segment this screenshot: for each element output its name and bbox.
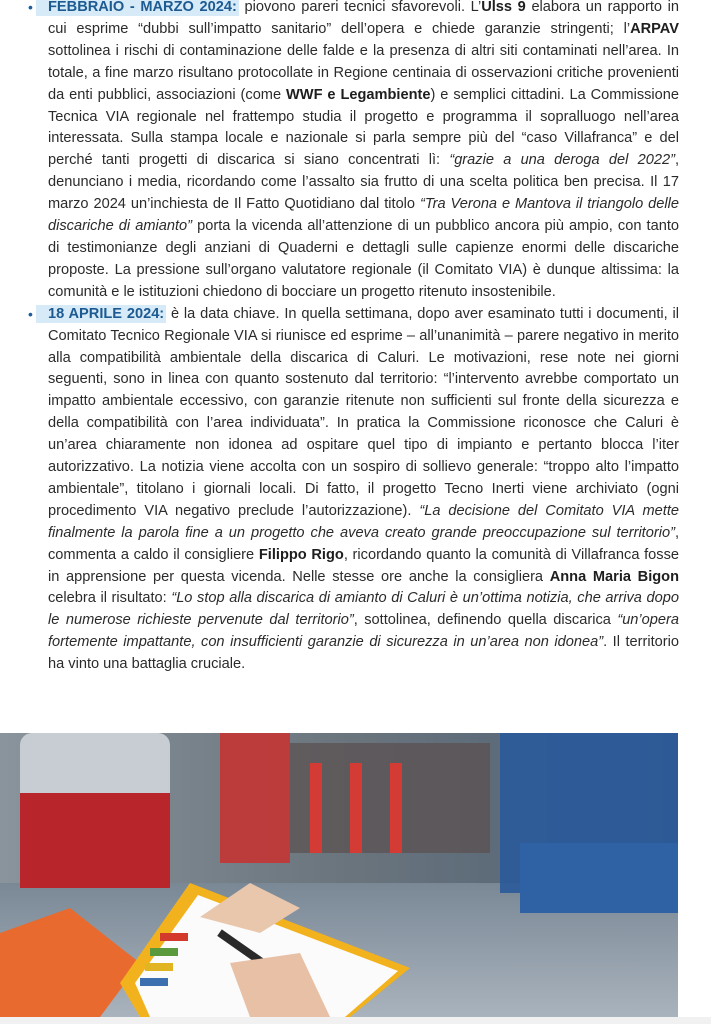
bold-text: Filippo Rigo [258,546,344,563]
quote-text: “grazie a una deroga del 2022” [449,152,675,169]
text-segment: . Il territorio ha vinto una battaglia cruciale. [48,634,679,673]
item-date-label: FEBBRAIO - MARZO 2024: [36,0,239,16]
text-segment: sottolinea i rischi di contaminazione delle falde e la presenza di altri siti contaminati nell’area. In totale, a fine marzo risultano protocollate in Regione centinaia di osservazioni critiche provenienti da enti pubblici, associazioni (come [48,42,679,103]
text-segment: , commenta a caldo il consigliere [48,524,679,563]
text-segment: elabora un rapporto in cui esprime “dubbi sull’impatto sanitario” dell’opera e chiede garanzie stringenti; l’ [48,0,679,37]
bold-text: Anna Maria Bigon [549,568,679,585]
item-paragraph [48,306,679,673]
text-segment: ) e semplici cittadini. La Commissione Tecnica VIA regionale nel frattempo studia il progetto e programma il sopralluogo nell’area interessata. Sulla stampa locale e nazionale si parla sempre più del “caso Villafranca” e del perché tanti progetti di discarica si siano concentrati lì: [48,86,680,169]
page-footer-strip [0,1017,711,1024]
text-segment: piovono pareri tecnici sfavorevoli. L’ [238,0,482,15]
list-item [0,0,711,304]
clipboard-inspection-photo [0,733,678,1017]
quote-text: “un’opera fortemente impattante, con insufficienti garanzie di sicurezza in un’area non idonea” [48,612,679,651]
text-segment: è la data chiave. In quella settimana, dopo aver esaminato tutti i documenti, il Comitato Tecnico Regionale VIA si riunisce ed esprime – all’unanimità – parere negativo in merito alla compatibilità ambientale della discarica di Caluri. Le motivazioni, rese note nei giorni seguenti, sono in linea con quanto sostenuto dal territorio: “l’intervento avrebbe comportato un impatto ambientale eccessivo, con garanzie ritenute non sufficienti sul fronte della sicurezza e della compatibilità con l’area individuata”. In pratica la Commissione riconosce che Caluri è un’area chiaramente non idonea ad ospitare quel tipo di impianto e pertanto blocca l’iter autorizzativo. La notizia viene accolta con un sospiro di sollievo generale: “troppo alto l’impatto ambientale”, titolano i giornali locali. Di fatto, il progetto Tecno Inerti viene archiviato (ogni procedimento VIA negativo preclude l’autorizzazione). [48,305,680,519]
text-segment: , sottolinea, definendo quella discarica [353,612,618,629]
item-date-label: 18 APRILE 2024: [36,305,166,323]
text-segment: , denunciano i media, ricordando come l’assalto sia frutto di una scelta politica ben precisa. Il 17 marzo 2024 un’inchiesta de Il Fatto Quotidiano dal titolo [48,152,679,213]
quote-text: “La decisione del Comitato VIA mette finalmente la parola fine a un progetto che aveva creato grande preoccupazione sul territorio” [48,502,679,541]
text-segment: , ricordando quanto la comunità di Villafranca fosse in apprensione per questa vicenda. Nelle stesse ore anche la consigliera [48,546,680,585]
quote-text: “Lo stop alla discarica di amianto di Caluri è un’ottima notizia, che arriva dopo le numerose richieste pervenute dal territorio” [48,590,679,629]
text-segment: celebra il risultato: [48,590,172,607]
text-segment: porta la vicenda all’attenzione di un pubblico ancora più ampio, con tanto di testimonianze degli anziani di Quaderni e dettagli sulle capienze enormi delle discariche proposte. La pressione sull’organo valutatore regionale (il Comitato VIA) è dunque altissima: la comunità e le istituzioni chiedono di bocciare un progetto ritenuto insostenibile. [48,218,679,300]
bold-text: Ulss 9 [481,0,526,15]
bold-text: ARPAV [630,20,679,37]
bullet-icon: • [28,305,33,322]
bold-text: WWF e Legambiente [286,86,431,103]
item-paragraph [48,0,679,300]
quote-text: “Tra Verona e Mantova il triangolo delle discariche di amianto” [48,196,679,235]
photo-illustration [0,733,678,1017]
list-item [0,304,711,676]
bullet-icon: • [28,0,33,15]
